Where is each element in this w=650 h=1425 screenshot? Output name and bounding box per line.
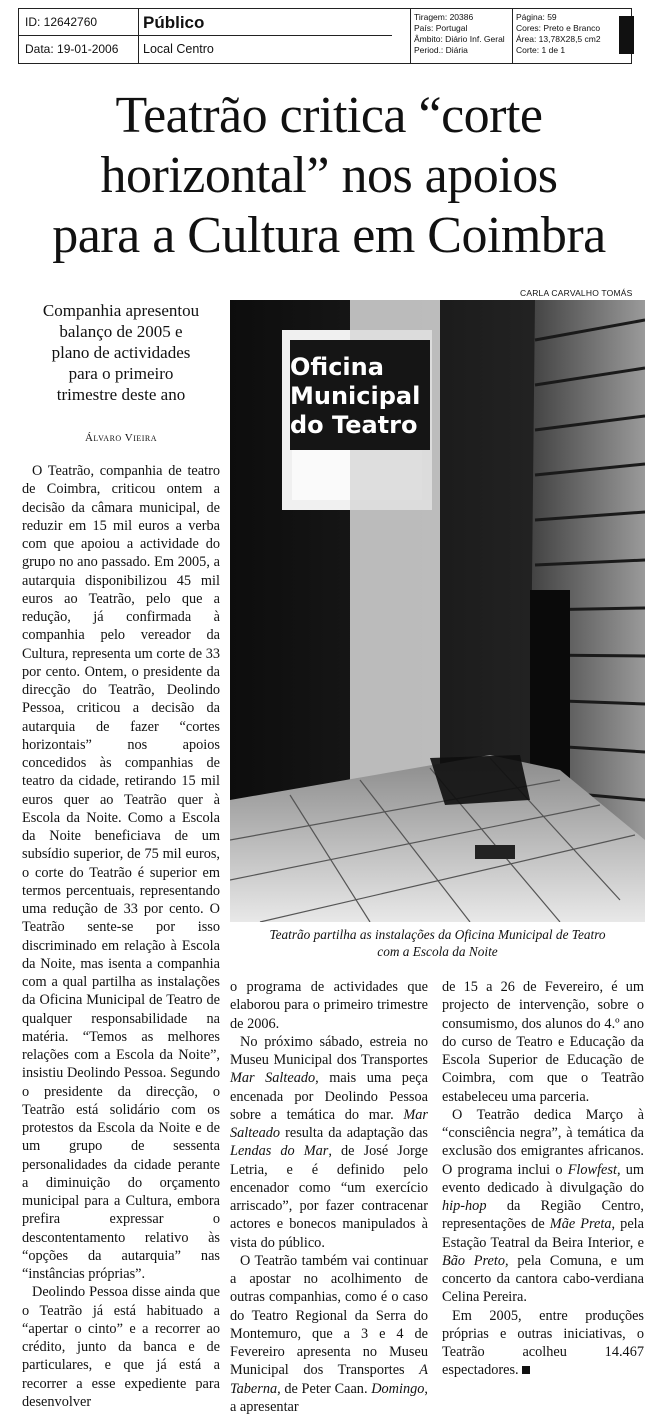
article-lead [22,300,220,405]
work-title: Mar Salteado [230,1070,316,1087]
event-name: Flowfest [567,1161,617,1178]
caption-line: Teatrão partilha as instalações da Oficina Municipal de Teatro [269,927,606,942]
text-run: O Teatrão também vai continuar a apostar no acolhimento de outras companhias, como é o caso do Teatro Regional da Serra do Montemuro, que a 3 e 4 de Fevereiro apresenta no Museu Municipal dos Transportes [230,1252,428,1379]
paragraph: Deolindo Pessoa disse ainda que o Teatrão já está habituado a “apertar o cinto” e a recorrer ao crédito, junto da banca e de particulares, e que já está a recorrer a esse expediente para desenvolver [22,1284,220,1410]
sign-text-line: do Teatro [290,411,418,439]
article-author: Álvaro Vieira [84,432,158,444]
paragraph [230,1252,428,1416]
publication-cell [139,9,411,63]
headline-line: horizontal” nos apoios [100,147,558,204]
meta-line: Âmbito: Diário Inf. Geral [414,34,505,44]
work-title: A Taberna [230,1362,428,1397]
text-run: , a apresentar [230,1380,428,1415]
article-photo [230,300,645,922]
lead-line: plano de actividades [51,343,191,362]
page-line: Página: 59 [516,12,557,22]
clipping-id-cell [19,9,139,63]
header-divider [18,35,392,36]
floor-drain [475,845,515,859]
floor-shadow [430,755,530,805]
text-run: Em 2005, entre produções próprias e outras iniciativas, o Teatrão acolheu 14.467 espectadores. [442,1307,644,1379]
meta-line: Period.: Diária [414,45,468,55]
paragraph: O Teatrão, companhia de teatro de Coimbra, criticou ontem a decisão da câmara municipal, de reduzir em 15 mil euros a verba com que apoiou a actividade do grupo no ano passado. Em 2005, a autarquia disponibilizou 45 mil euros ao Teatrão, pelo que a redução, já confirmada à companhia pelo vereador da Cultura, representa um corte de 33 por cento. Ontem, o presidente da direcção do Teatrão, Deolindo Pessoa, criticou a decisão da autarquia de fazer “cortes horizontais” nos apoios concedidos às companhias de teatro da cidade, retirando 15 mil euros quer ao Teatrão quer à Escola da Noite. Como a Escola da Noite beneficiava de um subsídio superior, de 75 mil euros, o corte do Teatrão é superior em termos percentuais, representando uma redução de 33 por cento. O Teatrão sente-se por isso discriminado em relação à Escola da Noite, mas isenta a companhia com a qual partilha as instalações da Oficina Municipal de Teatro de qualquer responsabilidade na matéria. “Temos as melhores relações com a Escola da Noite”, insistiu Deolindo Pessoa. Segundo o presidente da direcção, o Teatrão está solidário com os protestos da Escola da Noite e de um grupo de sessenta personalidades da cidade perante a diminuição do orçamento municipal para a Cultura, embora prefira expressar o descontentamento relativo às “opções da autarquia” nas “instâncias próprias”. [22,463,220,1282]
sign-text-line: Municipal [290,382,421,410]
paragraph: de 15 a 26 de Fevereiro, é um projecto de intervenção, sobre o consumismo, dos alunos do 4.º ano do curso de Teatro e Educação da Escola Superior de Educação de Coimbra, com que o Teatrão estabeleceu uma parceria. [442,979,644,1105]
clipping-date: Data: 19-01-2006 [25,42,119,56]
publication-name: Público [143,13,205,32]
page-line: Cores: Preto e Branco [516,23,601,33]
work-title: Mãe Preta [549,1216,612,1233]
text-run: , de José Jorge Letria, e é definido pelo encenador como “um exercício arriscado”, por fazer contracenar actores e bonecos manipulados à vista do público. [230,1143,428,1251]
paragraph [230,1033,428,1252]
end-of-article-mark [522,1366,530,1374]
clipping-id: ID: 12642760 [25,15,98,29]
photo-caption [230,926,645,960]
clipping-header [18,8,632,64]
text-run: , mais uma peça encenada por Deolindo Pessoa sobre a temática do mar. [230,1070,428,1123]
headline-line: para a Cultura em Coimbra [52,207,606,264]
caption-line: com a Escola da Noite [377,944,498,959]
text-run: da Região Centro, representações de [442,1198,644,1233]
circulation-cell [411,9,513,63]
page-line: Área: 13,78X28,5 cm2 [516,34,601,44]
work-title: Bão Preto [442,1252,506,1269]
color-marker [619,16,634,54]
paragraph [442,1106,644,1307]
sign-text-line: Oficina [290,353,384,381]
photo-credit: CARLA CARVALHO TOMÁS [520,288,633,298]
genre-name: hip-hop [442,1198,487,1214]
text-run: , de Peter Caan. [277,1380,372,1397]
article-column-3 [442,978,644,1380]
meta-line: País: Portugal [414,23,468,33]
text-run: resulta da adaptação das [280,1125,428,1141]
page-info-cell [513,9,617,63]
lead-line: Companhia apresentou [42,301,200,320]
work-title: Mar Salteado [230,1106,428,1141]
lead-line: para o primeiro [68,364,174,383]
work-title: Domingo [371,1380,425,1397]
paragraph: o programa de actividades que elaborou para o primeiro trimestre de 2006. [230,979,428,1032]
article-column-1 [22,462,220,1411]
publication-section: Local Centro [143,42,214,56]
headline-line: Teatrão critica “corte [115,87,543,144]
text-run: , pela Estação Teatral da Beira Interior, e [442,1216,644,1251]
article-column-2 [230,978,428,1416]
lead-line: balanço de 2005 e [59,322,183,341]
page-line: Corte: 1 de 1 [516,45,566,55]
article-headline [24,86,634,266]
text-run: , pela Comuna, e um concerto da cantora cabo-verdiana Celina Pereira. [442,1252,644,1306]
photo-illustration [230,300,645,922]
lead-line: trimestre deste ano [56,385,186,404]
text-run: , um evento dedicado à divulgação do [442,1161,644,1196]
work-title: Lendas do Mar [230,1143,329,1160]
text-run: O Teatrão dedica Março à “consciência negra”, à temática da exclusão dos emigrantes africanos. O programa inclui o [442,1106,644,1178]
meta-line: Tiragem: 20386 [414,12,474,22]
paragraph [442,1307,644,1380]
text-run: No próximo sábado, estreia no Museu Municipal dos Transportes [230,1033,428,1068]
doorway [530,590,570,790]
